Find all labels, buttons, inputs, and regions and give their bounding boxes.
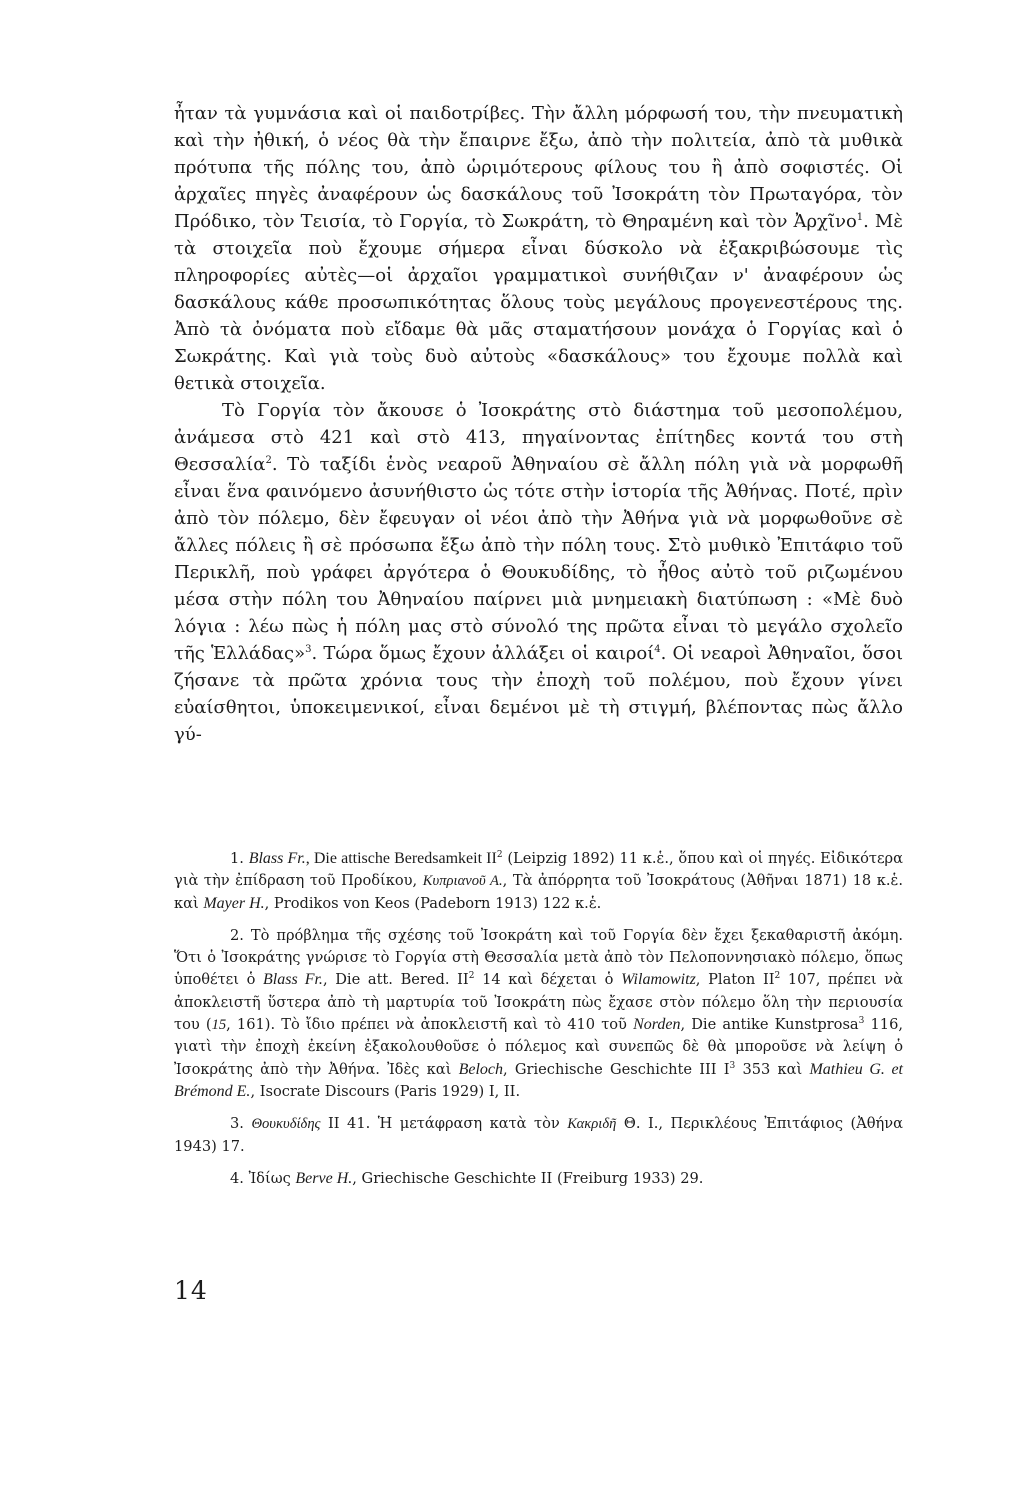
footnote-ref-3: 3 <box>305 644 312 655</box>
footnote-3: 3. Θουκυδίδης II 41. Ἡ μετάφραση κατὰ τὸν Κακριδῆ Θ. Ι., Περικλέους Ἐπιτάφιος (Ἀθήνα 1943) 17. <box>174 1115 903 1155</box>
footnote-2: 2. Τὸ πρόβλημα τῆς σχέσης τοῦ Ἰσοκράτη καὶ τοῦ Γοργία δὲν ἔχει ξεκαθαριστῆ ἀκόμη. Ὅτι ὁ Ἰσοκράτης γνώρισε τὸ Γοργία στὴ Θεσσαλία μετὰ ἀπὸ τὸν Πελοποννησιακὸ πόλεμο, ὅπως ὑποθέτει ὁ Blass Fr., Die att. Bered. $II^2$ 14 καὶ δέχεται ὁ Wilamowitz, Platon $II^2$ 107, πρέπει νὰ ἀποκλειστῆ ὕστερα ἀπὸ τὴ μαρτυρία τοῦ Ἰσοκράτη πὼς ἔχασε στὸν πόλεμο ὅλη τὴν περιουσία του (15, 161). Τὸ ἴδιο πρέπει νὰ ἀποκλειστῆ καὶ τὸ 410 τοῦ Norden, Die antike Kunstprosa$^3$ 116, γιατὶ τὴν ἐποχὴ ἐκείνη ἐξακολουθοῦσε ὁ πόλεμος καὶ συνεπῶς δὲ θὰ μποροῦσε νὰ λείψη ὁ Ἰσοκράτης ἀπὸ τὴν Ἀθήνα. Ἰδὲς καὶ Beloch, Griechische Geschichte III $I^3$ 353 καὶ Mathieu G. et Brémond E., Isocrate Discours (Paris 1929) I, II. <box>174 926 903 1100</box>
footnotes <box>174 848 903 1190</box>
main-text <box>174 100 903 748</box>
footnote-1: 1. Blass Fr., Die attische Beredsamkeit $II^2$ (Leipzig 1892) 11 κ.ἑ., ὅπου καὶ οἱ πηγές. Εἰδικότερα γιὰ τὴν ἐπίδραση τοῦ Προδίκου, Κυπριανοῦ Α., Τὰ ἀπόρρητα τοῦ Ἰσοκράτους (Ἀθῆναι 1871) 18 κ.ἑ. καὶ Mayer H., Prodikos von Keos (Padeborn 1913) 122 κ.ἑ. <box>174 850 903 912</box>
paragraph-1: ἦταν τὰ γυμνάσια καὶ οἱ παιδοτρίβες. Τὴν ἄλλη μόρφωσή του, τὴν πνευματικὴ καὶ τὴν ἠθική, ὁ νέος θὰ τὴν ἔπαιρνε ἔξω, ἀπὸ τὴν πολιτεία, ἀπὸ τὰ μυθικὰ πρότυπα τῆς πόλης του, ἀπὸ ὡριμότερους φίλους του ἢ ἀπὸ σοφιστές. Οἱ ἀρχαῖες πηγὲς ἀναφέρουν ὡς δασκάλους τοῦ Ἰσοκράτη τὸν Πρωταγόρα, τὸν Πρόδικο, τὸν Τεισία, τὸ Γοργία, τὸ Σωκράτη, τὸ Θηραμένη καὶ τὸν Ἀρχῖνο$^1$. Μὲ τὰ στοιχεῖα ποὺ ἔχουμε σήμερα εἶναι δύσκολο νὰ ἐξακριβώσουμε τὶς πληροφορίες αὐτὲς—οἱ ἀρχαῖοι γραμματικοὶ συνήθιζαν ν' ἀναφέρουν ὡς δασκάλους κάθε προσωπικότητας ὅλους τοὺς μεγάλους προγενεστέρους της. Ἀπὸ τὰ ὀνόματα ποὺ εἴδαμε θὰ μᾶς σταματήσουν μονάχα ὁ Γοργίας καὶ ὁ Σωκράτης. Καὶ γιὰ τοὺς δυὸ αὐτοὺς «δασκάλους» του ἔχουμε πολλὰ καὶ θετικὰ στοιχεῖα. <box>174 103 903 394</box>
footnote-ref-1: 1 <box>856 212 864 223</box>
footnote-4: 4. Ἰδίως Berve H., Griechische Geschichte II (Freiburg 1933) 29. <box>230 1169 704 1187</box>
footnote-ref-4: 4 <box>654 644 661 655</box>
paragraph-2: Τὸ Γοργία τὸν ἄκουσε ὁ Ἰσοκράτης στὸ διάστημα τοῦ μεσοπολέμου, ἀνάμεσα στὸ 421 καὶ στὸ 413, πηγαίνοντας ἐπίτηδες κοντά του στὴ Θεσσαλία$^2$. Τὸ ταξίδι ἑνὸς νεαροῦ Ἀθηναίου σὲ ἄλλη πόλη γιὰ νὰ μορφωθῆ εἶναι ἕνα φαινόμενο ἀσυνήθιστο ὡς τότε στὴν ἱστορία τῆς Ἀθήνας. Ποτέ, πρὶν ἀπὸ τὸν πόλεμο, δὲν ἔφευγαν οἱ νέοι ἀπὸ τὴν Ἀθήνα γιὰ νὰ μορφωθοῦνε σὲ ἄλλες πόλεις ἢ σὲ πρόσωπα ἔξω ἀπὸ τὴν πόλη τους. Στὸ μυθικὸ Ἐπιτάφιο τοῦ Περικλῆ, ποὺ γράφει ἀργότερα ὁ Θουκυδίδης, τὸ ἦθος αὐτὸ τοῦ ριζωμένου μέσα στὴν πόλη του Ἀθηναίου παίρνει μιὰ μνημειακὴ διατύπωση : «Μὲ δυὸ λόγια : λέω πὼς ἡ πόλη μας στὸ σύνολό της πρῶτα εἶναι τὸ μεγάλο σχολεῖο τῆς Ἑλλάδας»$^3$. Τώρα ὅμως ἔχουν ἀλλάξει οἱ καιροί$^4$. Οἱ νεαροὶ Ἀθηναῖοι, ὅσοι ζήσανε τὰ πρῶτα χρόνια τους τὴν ἐποχὴ τοῦ πολέμου, ποὺ ἔχουν γίνει εὐαίσθητοι, ὑποκειμενικοί, εἶναι δεμένοι μὲ τὴ στιγμή, βλέποντας πὼς ἄλλο γύ- <box>174 400 904 745</box>
footnote-ref-2: 2 <box>265 455 272 466</box>
page-number: 14 <box>174 1276 208 1305</box>
